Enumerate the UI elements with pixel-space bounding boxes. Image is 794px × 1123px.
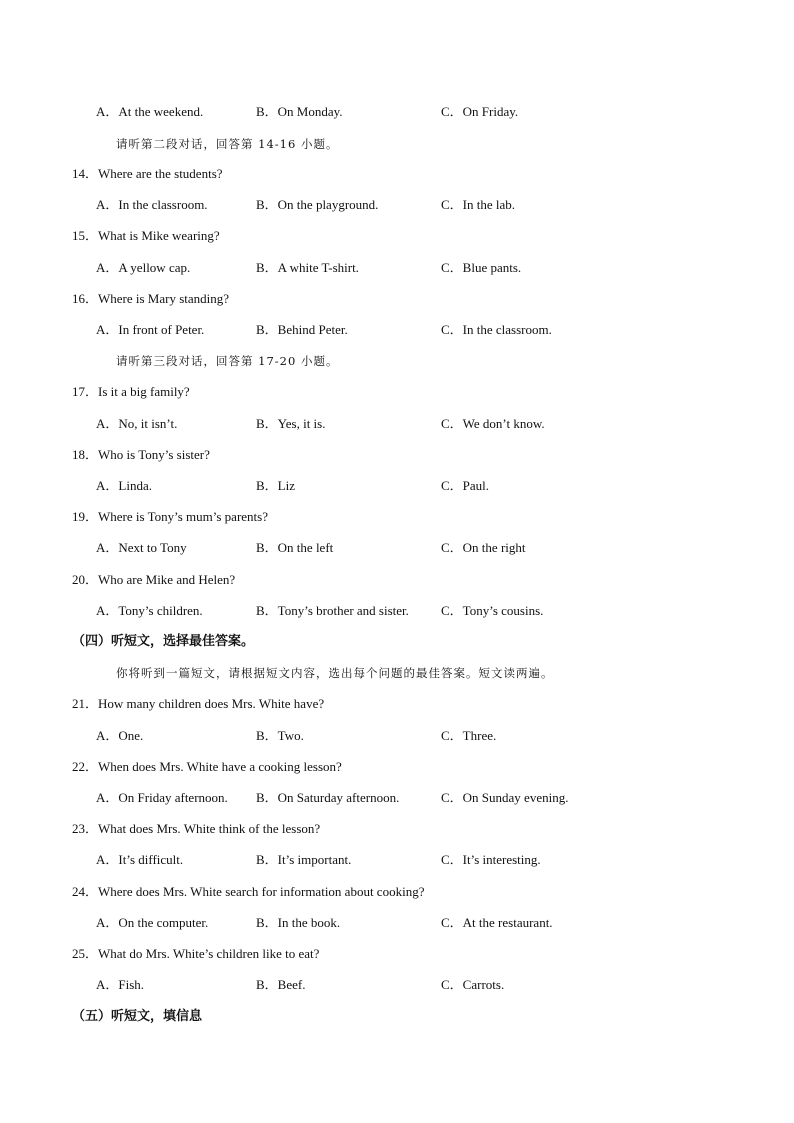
option-b: B．In the book. [256,915,341,930]
option-a: A．A yellow cap. [96,260,191,275]
option-c: C．On the right [441,540,526,555]
question-21: 21．How many children does Mrs. White have? [72,696,325,711]
option-c: C．Paul. [441,478,490,493]
question-18: 18．Who is Tony’s sister? [72,447,210,462]
option-a: A．At the weekend. [96,104,204,119]
option-c: C．Carrots. [441,977,505,992]
question-15: 15．What is Mike wearing? [72,228,220,243]
option-b: B．A white T-shirt. [256,260,359,275]
option-a: A．One. [96,728,144,743]
section-heading-4: （四）听短文，选择最佳答案。 [72,634,255,649]
option-b: B．It’s important. [256,852,352,867]
option-b: B．Two. [256,728,304,743]
option-b: B．On the playground. [256,197,379,212]
option-b: B．Yes, it is. [256,416,326,431]
question-16: 16．Where is Mary standing? [72,291,230,306]
question-25: 25．What do Mrs. White’s children like to eat? [72,946,320,961]
option-c: C．At the restaurant. [441,915,553,930]
option-b: B．Liz [256,478,295,493]
question-24: 24．Where does Mrs. White search for information about cooking? [72,884,425,899]
option-b: B．Tony’s brother and sister. [256,603,409,618]
option-b: B．On the left [256,540,334,555]
option-b: B．On Monday. [256,104,343,119]
option-c: C．It’s interesting. [441,852,541,867]
option-a: A．Fish. [96,977,145,992]
question-22: 22．When does Mrs. White have a cooking lesson? [72,759,342,774]
instruction-passage: 你将听到一篇短文，请根据短文内容，选出每个问题的最佳答案。短文读两遍。 [116,666,554,680]
option-c: C．Blue pants. [441,260,522,275]
option-b: B．Behind Peter. [256,322,348,337]
option-c: C．Tony’s cousins. [441,603,544,618]
question-19: 19．Where is Tony’s mum’s parents? [72,509,268,524]
question-23: 23．What does Mrs. White think of the lesson? [72,821,321,836]
option-c: C．In the lab. [441,197,516,212]
option-c: C．On Sunday evening. [441,790,569,805]
option-a: A．On Friday afternoon. [96,790,228,805]
option-b: B．Beef. [256,977,306,992]
option-b: B．On Saturday afternoon. [256,790,400,805]
instruction-dialogue-3: 请听第三段对话，回答第 17-20 小题。 [116,354,339,368]
option-c: C．We don’t know. [441,416,545,431]
option-a: A．It’s difficult. [96,852,184,867]
question-17: 17．Is it a big family? [72,384,190,399]
option-a: A．Next to Tony [96,540,187,555]
option-a: A．In front of Peter. [96,322,205,337]
option-a: A．In the classroom. [96,197,208,212]
question-14: 14．Where are the students? [72,166,223,181]
instruction-dialogue-2: 请听第二段对话，回答第 14-16 小题。 [116,137,339,151]
option-c: C．On Friday. [441,104,519,119]
question-20: 20．Who are Mike and Helen? [72,572,236,587]
section-heading-5: （五）听短文，填信息 [72,1009,203,1024]
option-a: A．Tony’s children. [96,603,203,618]
option-c: C．Three. [441,728,497,743]
option-a: A．On the computer. [96,915,209,930]
option-c: C．In the classroom. [441,322,552,337]
option-a: A．No, it isn’t. [96,416,178,431]
option-a: A．Linda. [96,478,152,493]
